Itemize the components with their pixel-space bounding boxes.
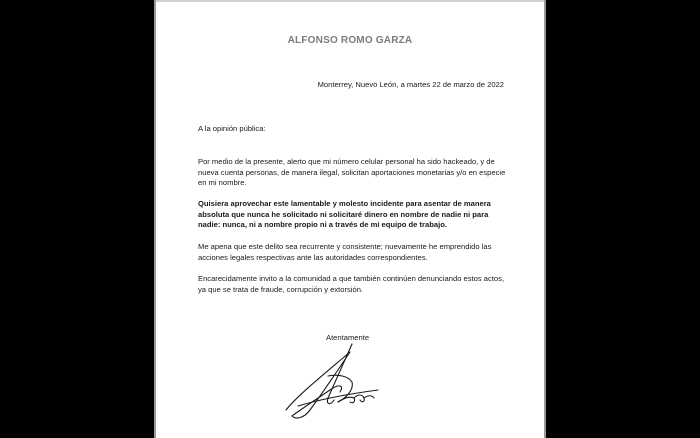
closing-line: Atentamente [326, 333, 370, 342]
salutation: A la opinión pública: [198, 124, 266, 133]
paragraph-3: Me apena que este delito sea recurrente y consistente; nuevamente he emprendido las acciones legales respectivas ante las autoridades correspondientes. [198, 242, 492, 262]
letterhead-name: ALFONSO ROMO GARZA [287, 35, 413, 46]
letter-page [154, 0, 546, 438]
date-line: Monterrey, Nuevo León, a martes 22 de marzo de 2022 [317, 80, 504, 89]
paragraph-4: Encarecidamente invito a la comunidad a que también continúen denunciando estos actos, ya que se trata de fraude, corrupción y extorsión. [198, 274, 505, 294]
paragraph-1: Por medio de la presente, alerto que mi número celular personal ha sido hackeado, y de nueva cuenta personas, de manera ilegal, solicitan aportaciones monetarias y/o en especie en mi nombre. [198, 157, 506, 188]
paragraph-2-bold: Quisiera aprovechar este lamentable y molesto incidente para asentar de manera absoluta que nunca he solicitado ni solicitaré dinero en nombre de nadie ni para nadie: nunca, ni a nombre propio ni a través de mi equipo de trabajo. [198, 199, 491, 230]
page-top-edge [156, 0, 544, 2]
handwritten-signature [278, 340, 388, 425]
